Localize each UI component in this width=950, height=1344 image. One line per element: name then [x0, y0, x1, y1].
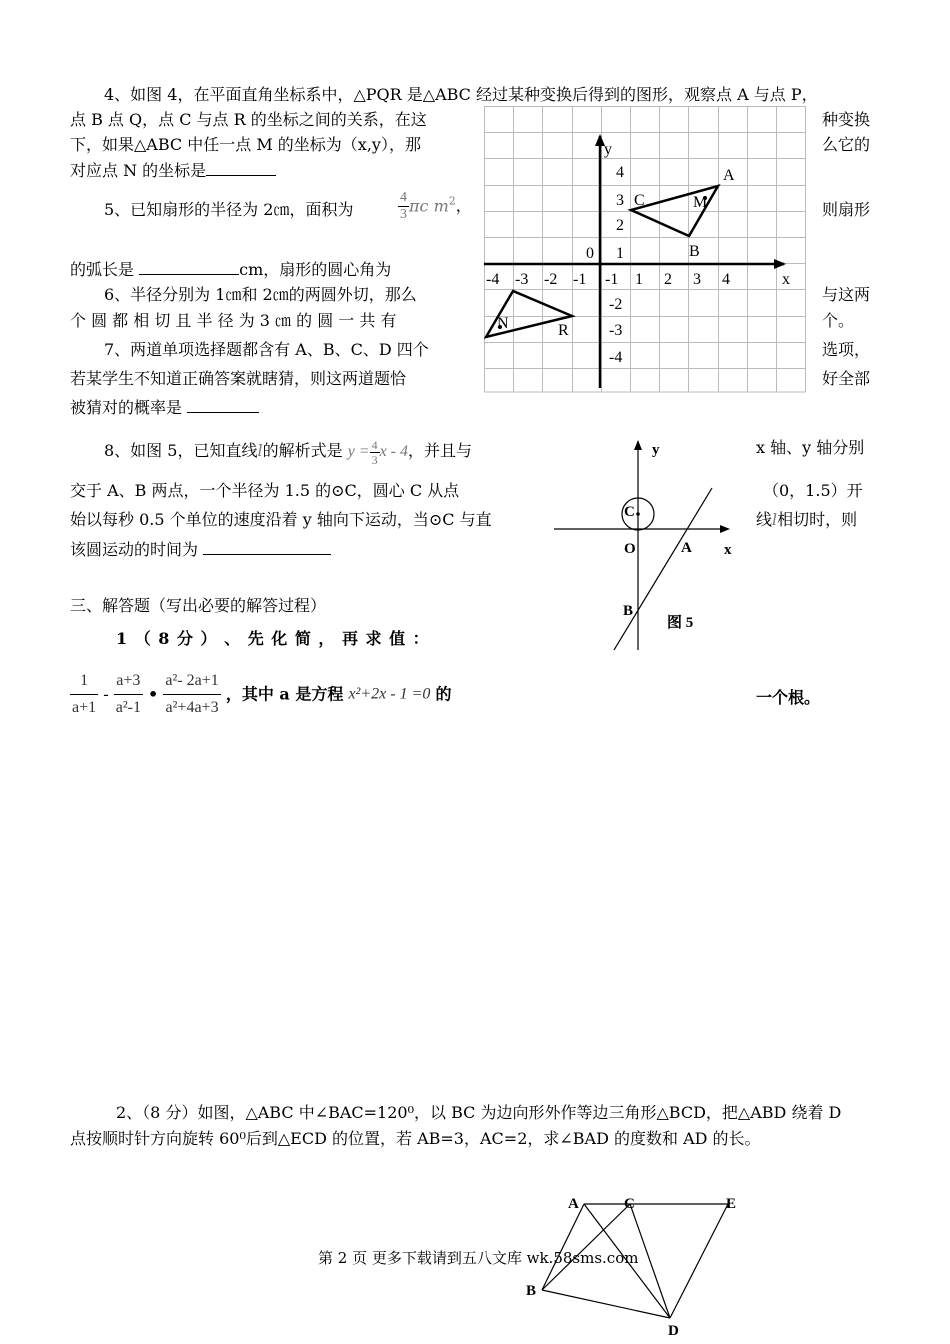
y-tick: -3 [609, 322, 623, 339]
y-tick: 1 [616, 245, 624, 262]
q7-line3: 被猜对的概率是 [70, 398, 259, 418]
q7-line2a: 若某学生不知道正确答案就瞎猜，则这两道题恰 [70, 369, 407, 388]
q4-line3a: 下，如果△ABC 中任一点 M 的坐标为（x,y），那 [70, 135, 421, 154]
segment-bd [542, 1290, 670, 1318]
x-tick: -3 [515, 271, 529, 288]
fig5-c-label: C [624, 504, 635, 520]
x-tick: -1 [605, 271, 619, 288]
y-tick: 4 [616, 164, 624, 181]
fig5-y-arrow-icon [634, 440, 642, 450]
x-tick: 4 [722, 271, 730, 288]
bottom-a-label: A [568, 1196, 579, 1212]
bottom-c-label: C [624, 1196, 635, 1212]
x-tick: -2 [544, 271, 558, 288]
figure-rotation [520, 1192, 750, 1344]
q8-line2b: （0，1.5）开 [763, 481, 863, 500]
fig5-x-label: x [724, 542, 732, 558]
figure-4-coordinate-grid [484, 106, 810, 394]
q8-line2a: 交于 A、B 两点，一个半径为 1.5 的⊙C，圆心 C 从点 [70, 481, 460, 500]
section3-heading: 三、解答题（写出必要的解答过程） [70, 596, 327, 615]
p1-heading: 1 （ 8 分 ） 、 先 化 简 ， 再 求 值 ： [116, 629, 430, 648]
segment-ab [542, 1204, 584, 1290]
q8-line4: 该圆运动的时间为 [70, 540, 331, 560]
p2-line2: 点按顺时针方向旋转 60⁰后到△ECD 的位置，若 AB=3，AC=2，求∠BAD 的度数和 AD 的长。 [70, 1129, 761, 1148]
bottom-e-label: E [726, 1196, 737, 1212]
segment-ed [670, 1204, 728, 1318]
fig5-origin-label: O [624, 541, 636, 557]
x-tick: 2 [664, 271, 672, 288]
y-tick: -2 [609, 296, 623, 313]
q4-line4: 对应点 N 的坐标是 [70, 161, 276, 181]
q6-line1b: 与这两 [822, 285, 871, 304]
bottom-b-label: B [526, 1283, 537, 1299]
figure-5 [552, 436, 752, 656]
x-tick: 1 [635, 271, 643, 288]
y-tick: 2 [616, 217, 624, 234]
fig5-x-arrow-icon [720, 525, 730, 533]
fig5-b-label: B [623, 603, 634, 619]
p1-equation: x²+2x - 1 =0 [348, 685, 431, 703]
p2-line1: 2、（8 分）如图，△ABC 中∠BAC=120⁰，以 BC 为边向形外作等边三角形△BCD，把△ABD 绕着 D [116, 1103, 842, 1122]
line-equation: y = $\frac{4}{3}$ x - 4 [347, 438, 409, 467]
y-tick: -4 [609, 349, 623, 366]
q4-line1: 4、如图 4，在平面直角坐标系中，△PQR 是△ABC 经过某种变换后得到的图形，观察点 A 与点 P， [104, 85, 818, 104]
x-tick: -1 [573, 271, 587, 288]
q5-area-expression: $\frac{4}{3}$ πc $m^2$， [400, 190, 472, 222]
point-n-label: N [497, 315, 509, 332]
q8-line1d: x 轴、y 轴分别 [756, 438, 865, 457]
x-tick: -4 [486, 271, 500, 288]
x-axis-label: x [782, 271, 790, 288]
q5-line1b: 则扇形 [822, 200, 871, 219]
q6-line2a: 个 圆 都 相 切 且 半 径 为 3 ㎝ 的 圆 一 共 有 [70, 311, 397, 330]
q4-line2a: 点 B 点 Q，点 C 与点 R 的坐标之间的关系，在这 [70, 110, 427, 129]
point-m-label: M [693, 194, 708, 211]
q7-line2b: 好全部 [822, 369, 871, 388]
q8-line1: 8、如图 5，已知直线l的解析式是 y = $\frac{4}{3}$ x - 4，并且与 [104, 438, 473, 467]
q6-line2b: 个。 [822, 311, 855, 330]
origin-label: 0 [586, 245, 594, 262]
q7-line1a: 7、两道单项选择题都含有 A、B、C、D 四个 [104, 340, 429, 359]
q8-line3: 线l相切时，则 [756, 510, 858, 529]
fig5-a-label: A [681, 540, 692, 556]
q7-line1b: 选项， [822, 340, 871, 359]
q6-line1a: 6、半径分别为 1㎝和 2㎝的两圆外切，那么 [104, 285, 417, 304]
q5-line1a: 5、已知扇形的半径为 2㎝，面积为 [104, 200, 354, 219]
bottom-d-label: D [668, 1323, 679, 1339]
point-b-label: B [689, 243, 700, 260]
point-r-label: R [558, 322, 569, 339]
fig5-caption: 图 5 [667, 615, 694, 631]
p1-tail: 一个根。 [756, 688, 821, 707]
q5-line2: 的弧长是 cm，扇形的圆心角为 [70, 260, 392, 279]
fig5-y-label: y [652, 442, 660, 458]
x-tick: 3 [693, 271, 701, 288]
point-c-label: C [634, 192, 645, 209]
page-footer: 第 2 页 更多下载请到五八文库 wk.58sms.com [318, 1249, 639, 1267]
q8-line3a: 始以每秒 0.5 个单位的速度沿着 y 轴向下运动，当⊙C 与直 [70, 510, 492, 529]
circle-center [636, 512, 640, 516]
q4-line3b: 么它的 [822, 135, 871, 154]
p1-expression: $\frac{1}{a+1}$ - $\frac{a+3}{\text{a²-1}}$ • $\frac{\text{a²- 2a+1}}{\text{a²+4a+3}}$ ，其中 a 是方程 x²+2x - 1 =0 的 [70, 668, 451, 738]
q4-line2b: 种变换 [822, 110, 871, 129]
y-tick: 3 [616, 192, 624, 209]
x-axis-arrow-icon [774, 259, 786, 269]
point-a-label: A [723, 167, 735, 184]
y-axis-label: y [604, 141, 612, 158]
